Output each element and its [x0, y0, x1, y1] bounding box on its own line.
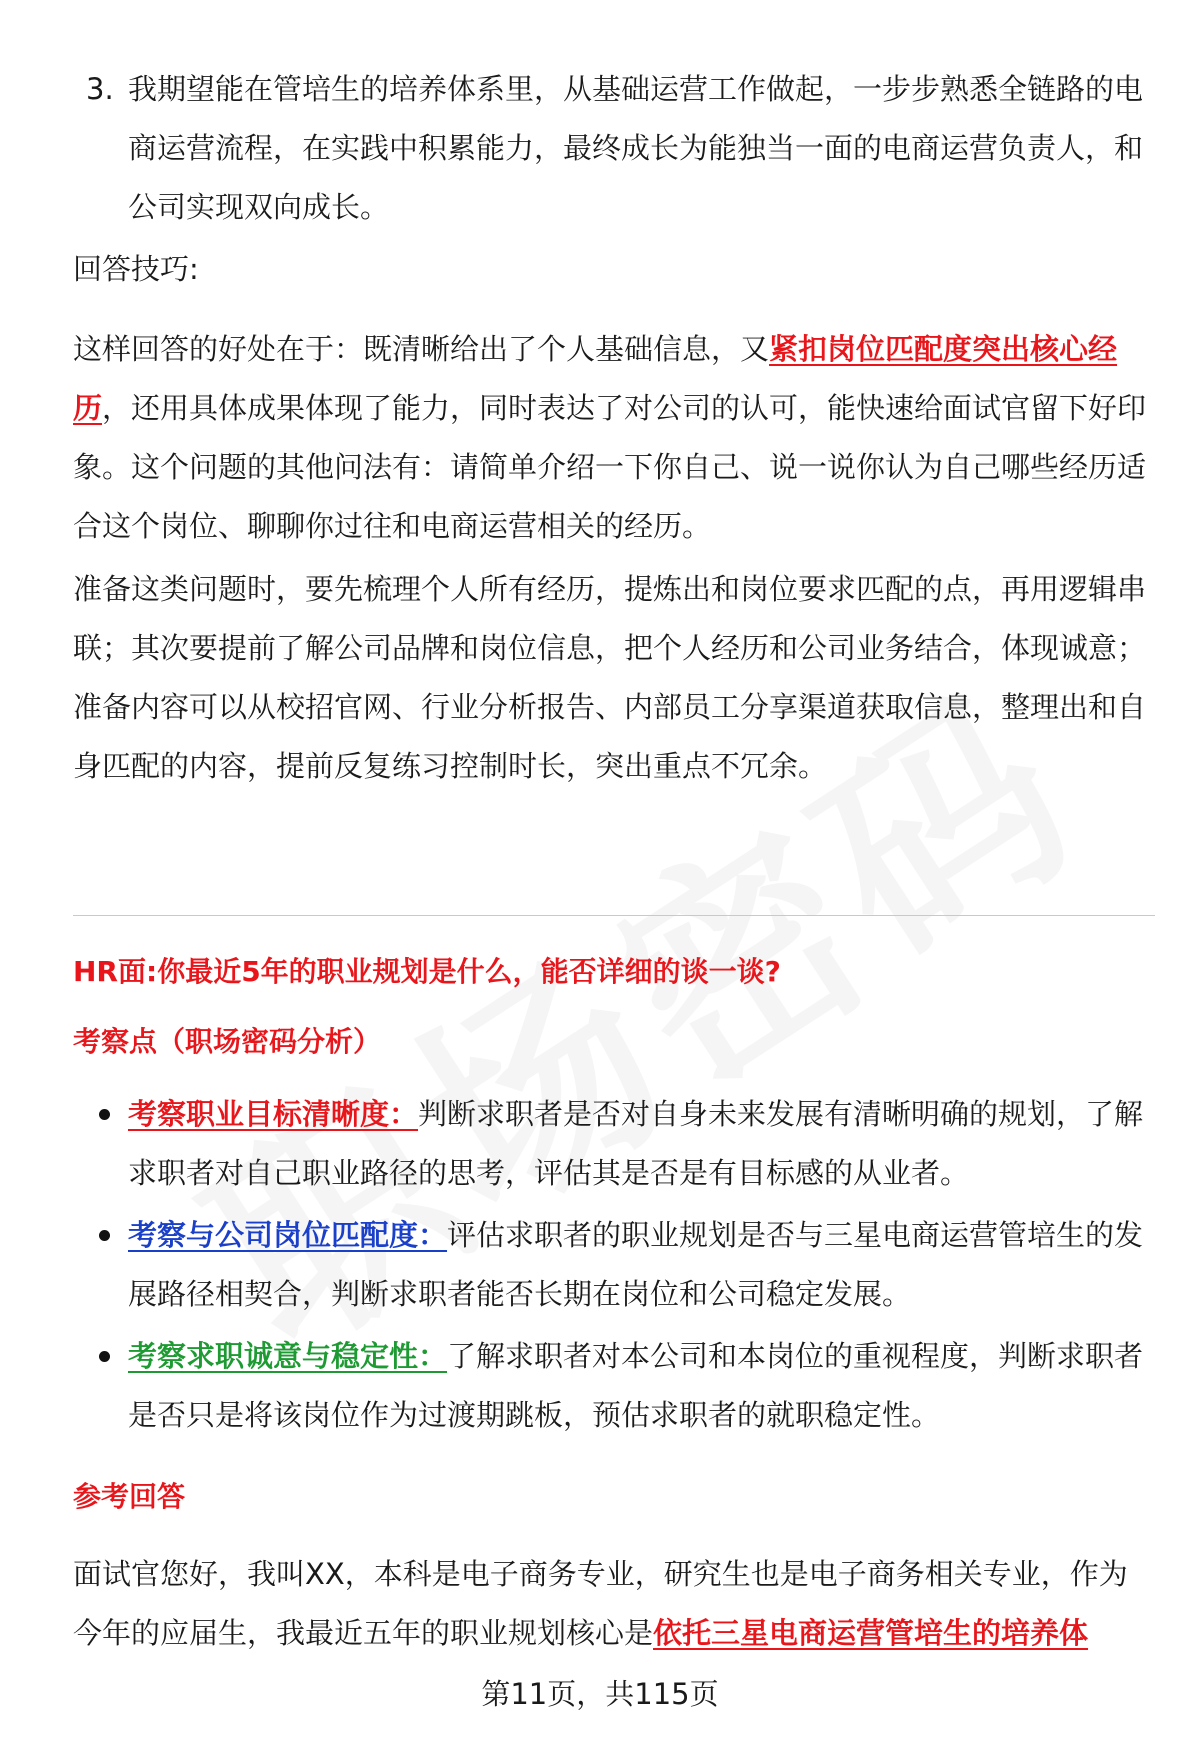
bullet-label: 考察职业目标清晰度： — [128, 1097, 419, 1131]
bullet-text: 判断求职者是否对自身未来发展有清晰明确的规划，了解求职者对自己职业路径的思考，评估其是否是有目标感的从业者。 — [128, 1097, 1144, 1190]
tips-paragraph-2: 准备这类问题时，要先梳理个人所有经历，提炼出和岗位要求匹配的点，再用逻辑串联；其次要提前了解公司品牌和岗位信息，把个人经历和公司业务结合，体现诚意；准备内容可以从校招官网、行业分析报告、内部员工分享渠道获取信息，整理出和自身匹配的内容，提前反复练习控制时长，突出重点不冗余。 — [73, 572, 1147, 783]
list-item-text: 我期望能在管培生的培养体系里，从基础运营工作做起，一步步熟悉全链路的电商运营流程，在实践中积累能力，最终成长为能独当一面的电商运营负责人，和公司实现双向成长。 — [128, 72, 1144, 224]
bullet-dot-icon — [99, 1230, 110, 1241]
answer-paragraph — [73, 1545, 1151, 1663]
bullet-label: 考察求职诚意与稳定性： — [128, 1339, 448, 1373]
bullet-dot-icon — [99, 1109, 110, 1120]
list-number: 3. — [86, 72, 114, 106]
bullet-item — [73, 1327, 1153, 1445]
highlight-training-system: 依托三星电商运营管培生的培养体 — [653, 1616, 1089, 1650]
tips-text-pre: 这样回答的好处在于：既清晰给出了个人基础信息，又 — [73, 332, 770, 366]
tips-text-post: ，还用具体成果体现了能力，同时表达了对公司的认可，能快速给面试官留下好印象。这个问题的其他问法有：请简单介绍一下你自己、说一说你认为自己哪些经历适合这个岗位、聊聊你过往和电商运营相关的经历。 — [73, 391, 1147, 543]
bullet-text: 评估求职者的职业规划是否与三星电商运营管培生的发展路径相契合，判断求职者能否长期在岗位和公司稳定发展。 — [128, 1218, 1144, 1311]
analysis-heading: 考察点（职场密码分析） — [73, 1025, 382, 1058]
question-heading: HR面:你最近5年的职业规划是什么，能否详细的谈一谈? — [73, 955, 781, 988]
highlight-core-experience: 紧扣岗位匹配度突出核心经历 — [73, 332, 1118, 425]
section-divider — [73, 915, 1155, 916]
bullet-dot-icon — [99, 1351, 110, 1362]
bullet-item — [73, 1206, 1153, 1324]
tips-label: 回答技巧: — [73, 252, 199, 286]
analysis-bullet-list — [73, 1085, 1153, 1448]
tips-paragraph-1 — [73, 320, 1151, 556]
bullet-item — [73, 1085, 1153, 1203]
bullet-label: 考察与公司岗位匹配度： — [128, 1218, 448, 1252]
bullet-text: 了解求职者对本公司和本岗位的重视程度，判断求职者是否只是将该岗位作为过渡期跳板，预估求职者的就职稳定性。 — [128, 1339, 1144, 1432]
list-item-3 — [86, 60, 1151, 237]
answer-text: 面试官您好，我叫XX，本科是电子商务专业，研究生也是电子商务相关专业，作为今年的应届生，我最近五年的职业规划核心是 — [73, 1557, 1128, 1650]
page-number-footer: 第11页，共115页 — [481, 1677, 719, 1711]
reference-heading: 参考回答 — [73, 1480, 186, 1513]
